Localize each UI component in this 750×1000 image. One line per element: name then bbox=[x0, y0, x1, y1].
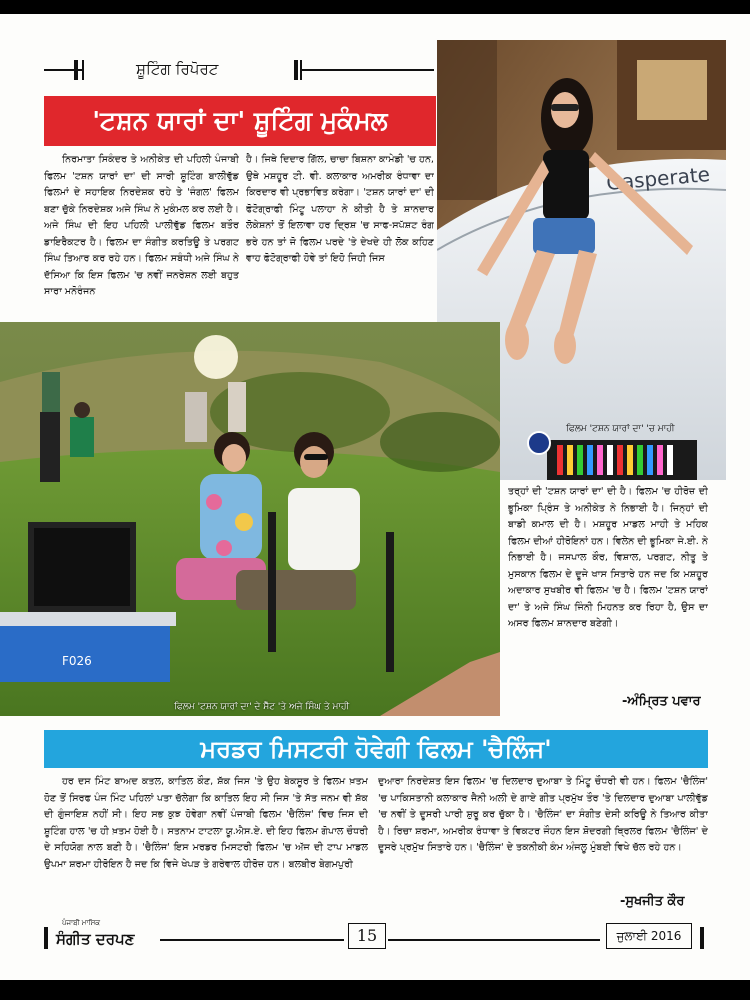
car-badge-icon bbox=[528, 432, 550, 454]
masthead-title: ਸੰਗੀਤ ਦਰਪਣ bbox=[56, 930, 135, 948]
car-windshield-text: Gasperate bbox=[605, 162, 711, 195]
equipment-case-label: F026 bbox=[62, 654, 92, 668]
header-rule-right bbox=[302, 69, 434, 71]
article1-col1-text: ਨਿਰਮਾਤਾ ਸਿਕੰਦਰ ਤੇ ਅਨੀਕੇਤ ਦੀ ਪਹਿਲੀ ਪੰਜਾਬੀ ਫਿਲਮ 'ਟਸ਼ਨ ਯਾਰਾਂ ਦਾ' ਦੀ ਸਾਰੀ ਸ਼ੂਟਿੰਗ ਬਾਲੀਵੁੱਡ ਫਿਲਮਾਂ ਦੇ ਸਹਾਇਕ ਨਿਰਦੇਸ਼ਕ ਰਹੇ ਤੇ 'ਜੰਗਲ' ਫਿਲਮ ਬਣਾ ਚੁੱਕੇ ਨਿਰਦੇਸ਼ਕ ਅਜੇ ਸਿੰਘ ਨੇ ਮੁਕੰਮਲ ਕਰ ਲਈ ਹੈ। ਅਜੇ ਸਿੰਘ ਦੀ ਇਹ ਪਹਿਲੀ ਪਾਲੀਵੁੱਡ ਫਿਲਮ ਬਤੌਰ ਡਾਇਰੈਕਟਰ ਹੈ। ਫਿਲਮ ਦਾ ਸੰਗੀਤ ਕਰਤਿਊ ਤੇ ਪਰਗਟ ਸਿੰਘ ਤਿਆਰ ਕਰ ਰਹੇ ਹਨ। ਫਿਲਮ ਸਬੰਧੀ ਅਜੇ ਸਿੰਘ ਨੇ ਦੱਸਿਆ ਕਿ ਇਸ ਫਿਲਮ 'ਚ ਨਵੀਂ ਜਨਰੇਸ਼ਨ ਲਈ ਬਹੁਤ ਸਾਰਾ ਮਨੋਰੰਜਨ bbox=[44, 154, 239, 297]
article1-col2-text: ਹੈ। ਜਿਥੇ ਦਿਦਾਰ ਗਿੱਲ, ਚਾਚਾ ਬਿਸ਼ਨਾ ਕਾਮੇਡੀ 'ਚ ਹਨ, ਉਥੇ ਮਸ਼ਹੂਰ ਟੀ. ਵੀ. ਕਲਾਕਾਰ ਅਮਰੀਕ ਰੰਧਾਵਾ ਦਾ ਕਿਰਦਾਰ ਵੀ ਪ੍ਰਭਾਵਿਤ ਕਰੇਗਾ। 'ਟਸ਼ਨ ਯਾਰਾਂ ਦਾ' ਦੀ ਫੋਟੋਗ੍ਰਾਫੀ ਮਿੰਟੂ ਪਲਾਹਾ ਨੇ ਕੀਤੀ ਹੈ ਤੇ ਸ਼ਾਨਦਾਰ ਲੋਕੇਸ਼ਨਾਂ ਤੋਂ ਇਲਾਵਾ ਹਰ ਦ੍ਰਿਸ਼ 'ਚ ਸਾਫ-ਸਪੱਸ਼ਟ ਰੰਗ ਭਰੇ ਹਨ ਤਾਂ ਜੋ ਫਿਲਮ ਪਰਦੇ 'ਤੇ ਦੇਖਦੇ ਹੀ ਲੋਕ ਕਹਿਣ ਵਾਹ ਫੋਟੋਗ੍ਰਾਫੀ ਹੋਵੇ ਤਾਂ ਇਹੋ ਜਿਹੀ ਜਿਸ bbox=[246, 154, 434, 264]
article2-col2 bbox=[378, 774, 708, 890]
caption-photo-set: ਫਿਲਮ 'ਟਸ਼ਨ ਯਾਰਾਂ ਦਾ' ਦੇ ਸੈੱਟ 'ਤੇ ਅਜੇ ਸਿੰਘ ਤੇ ਮਾਹੀ bbox=[174, 702, 350, 712]
article1-headline: 'ਟਸ਼ਨ ਯਾਰਾਂ ਦਾ' ਸ਼ੂਟਿੰਗ ਮੁਕੰਮਲ bbox=[44, 96, 436, 146]
article2-col2-text: ਦੁਆਰਾ ਨਿਰਦੇਸ਼ਤ ਇਸ ਫਿਲਮ 'ਚ ਦਿਲਦਾਰ ਦੁਆਬਾ ਤੇ ਮਿੰਟੂ ਚੌਧਰੀ ਵੀ ਹਨ। ਫਿਲਮ 'ਚੈਲਿੰਜ' 'ਚ ਪਾਕਿਸਤਾਨੀ ਕਲਾਕਾਰ ਜੈਨੀ ਅਲੀ ਦੇ ਗਾਏ ਗੀਤ ਪ੍ਰਮੁੱਖ ਤੌਰ 'ਤੇ ਦਿਲਦਾਰ ਦੁਆਬਾ ਪਾਲੀਵੁੱਡ 'ਚ ਨਵੀਂ ਤੇ ਦੂਸਰੀ ਪਾਰੀ ਸ਼ੁਰੂ ਕਰ ਚੁੱਕਾ ਹੈ। 'ਚੈਲਿੰਜ' ਦਾ ਸੰਗੀਤ ਦੇਸੀ ਕਰਿਊ ਨੇ ਤਿਆਰ ਕੀਤਾ ਹੈ। ਰਿਚਾ ਸ਼ਰਮਾ, ਅਮਰੀਕ ਰੰਧਾਵਾ ਤੇ ਵਿਕਟਰ ਜੌਹਨ ਇਸ ਸ਼ੋਦਰਗੀ ਥ੍ਰਿਲਰ ਫਿਲਮ 'ਚੈਲਿੰਜ' ਦੇ ਦੂਸਰੇ ਪ੍ਰਮੁੱਖ ਸਿਤਾਰੇ ਹਨ। 'ਚੈਲਿੰਜ' ਦੇ ਤਕਨੀਕੀ ਕੰਮ ਅੰਜਲੂ ਮੁੰਬਈ ਵਿਖੇ ਚੱਲ ਰਹੇ ਹਨ। bbox=[378, 776, 708, 853]
issue-date: ਜੁਲਾਈ 2016 bbox=[606, 923, 692, 949]
article2-headline: ਮਰਡਰ ਮਿਸਟਰੀ ਹੋਵੇਗੀ ਫਿਲਮ 'ਚੈਲਿੰਜ' bbox=[44, 730, 708, 768]
article1-col3-text: ਤਰ੍ਹਾਂ ਦੀ 'ਟਸ਼ਨ ਯਾਰਾਂ ਦਾ' ਦੀ ਹੈ। ਫਿਲਮ 'ਚ ਹੀਰੋਜ਼ ਦੀ ਭੂਮਿਕਾ ਪ੍ਰਿੰਸ ਤੇ ਅਨੀਕੇਤ ਨੇ ਨਿਭਾਈ ਹੈ। ਜਿਨ੍ਹਾਂ ਦੀ ਬਾਡੀ ਕਮਾਲ ਦੀ ਹੈ। ਮਸ਼ਹੂਰ ਮਾਡਲ ਮਾਹੀ ਤੇ ਮਹਿਕ ਫਿਲਮ ਦੀਆਂ ਹੀਰੋਇਨਾਂ ਹਨ। ਵਿਲੇਨ ਦੀ ਭੂਮਿਕਾ ਜੇ.ਈ. ਨੇ ਨਿਭਾਈ ਹੈ। ਜਸਪਾਲ ਕੌਰ, ਵਿਸ਼ਾਲ, ਪਰਗਟ, ਨੀਤੂ ਤੇ ਮੁਸਕਾਨ ਫਿਲਮ ਦੇ ਦੂਜੇ ਖਾਸ ਸਿਤਾਰੇ ਹਨ ਜਦ ਕਿ ਮਸ਼ਹੂਰ ਅਦਾਕਾਰ ਸੁਖਬੀਰ ਵੀ ਫਿਲਮ 'ਚ ਹੈ। ਫਿਲਮ 'ਟਸ਼ਨ ਯਾਰਾਂ ਦਾ' ਤੇ ਅਜੇ ਸਿੰਘ ਜਿੰਨੀ ਮਿਹਨਤ ਕਰ ਰਿਹਾ ਹੈ, ਉਸ ਦਾ ਅਸਰ ਫਿਲਮ ਸ਼ਾਨਦਾਰ ਬਣੇਗੀ। bbox=[508, 486, 708, 629]
article2-col1 bbox=[44, 774, 368, 890]
article1-col3 bbox=[508, 484, 708, 680]
article2-byline: -ਸੁਖਜੀਤ ਕੌਰ bbox=[620, 894, 685, 909]
photo-film-set bbox=[0, 322, 500, 716]
footer-rule-left bbox=[160, 939, 344, 941]
article1-col1 bbox=[44, 152, 239, 328]
footer-rule-right bbox=[388, 939, 600, 941]
article1-byline: -ਅੰਮ੍ਰਿਤ ਪਵਾਰ bbox=[622, 694, 701, 709]
header-rule-left bbox=[44, 69, 84, 71]
caption-photo-model: ਫਿਲਮ 'ਟਸ਼ਨ ਯਾਰਾਂ ਦਾ' 'ਚ ਮਾਹੀ bbox=[566, 424, 675, 434]
article1-col2 bbox=[246, 152, 434, 328]
masthead-small: ਪੰਜਾਬੀ ਮਾਸਿਕ bbox=[62, 919, 101, 927]
header-bar-left-2 bbox=[82, 60, 84, 80]
footer-bar-right bbox=[700, 927, 704, 949]
section-label: ਸ਼ੂਟਿੰਗ ਰਿਪੋਰਟ bbox=[136, 60, 219, 78]
photo-film-set-image bbox=[0, 322, 500, 716]
header-bar-left bbox=[74, 60, 78, 80]
page-number: 15 bbox=[348, 923, 386, 949]
article2-col1-text: ਹਰ ਦਸ ਮਿੰਟ ਬਾਅਦ ਕਤਲ, ਕਾਤਿਲ ਕੌਣ, ਸ਼ੱਕ ਜਿਸ 'ਤੇ ਉਹ ਬੇਕਸੂਰ ਤੇ ਫਿਲਮ ਖ਼ਤਮ ਹੋਣ ਤੋਂ ਸਿਰਫ ਪੰਜ ਮਿੰਟ ਪਹਿਲਾਂ ਪਤਾ ਚੱਲੇਗਾ ਕਿ ਕਾਤਿਲ ਇਹ ਸੀ ਜਿਸ 'ਤੇ ਸੱਤ ਜਨਮ ਵੀ ਸ਼ੱਕ ਦੀ ਗੁੰਜਾਇਸ਼ ਨਹੀਂ ਸੀ। ਇਹ ਸਭ ਕੁਝ ਹੋਵੇਗਾ ਨਵੀਂ ਪੰਜਾਬੀ ਫਿਲਮ 'ਚੈਲਿੰਜ' ਵਿਚ ਜਿਸ ਦੀ ਸ਼ੂਟਿੰਗ ਹਾਲ 'ਚ ਹੀ ਖ਼ਤਮ ਹੋਈ ਹੈ। ਸਤਨਾਮ ਟਾਟਲਾ ਯੂ.ਐਸ.ਏ. ਦੀ ਇਹ ਫਿਲਮ ਗੋਪਾਲ ਚੌਧਰੀ ਦੇ ਸਹਿਯੋਗ ਨਾਲ ਬਣੀ ਹੈ। 'ਚੈਲਿੰਜ' ਇਸ ਮਰਡਰ ਮਿਸਟਰੀ ਫਿਲਮ 'ਚ ਅੱਜ ਦੀ ਟਾਪ ਮਾਡਲ ਉਪਮਾ ਸ਼ਰਮਾ ਹੀਰੋਇਨ ਹੈ ਜਦ ਕਿ ਵਿਜੇ ਖੇਪੜ ਤੇ ਗਰੇਵਾਲ ਹੀਰੋਜ਼ ਹਨ। ਬਲਬੀਰ ਬੇਗਮਪੁਰੀ bbox=[44, 776, 368, 870]
header-bar-right bbox=[294, 60, 298, 80]
footer-bar-left bbox=[44, 927, 48, 949]
magazine-page bbox=[0, 14, 750, 980]
